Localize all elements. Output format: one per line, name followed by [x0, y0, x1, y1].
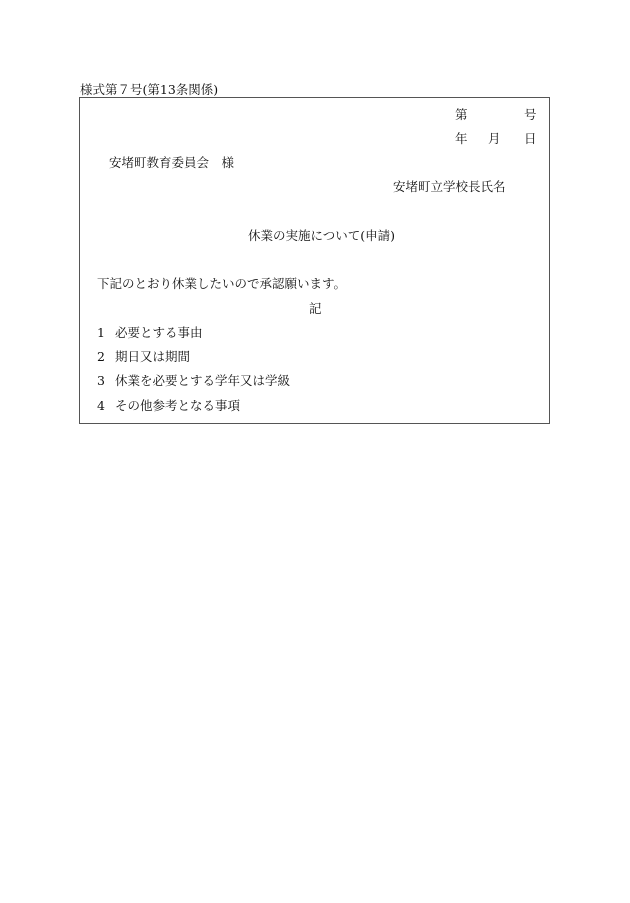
item-text-2: 期日又は期間: [115, 349, 191, 364]
number-suffix: 号: [524, 107, 537, 122]
number-prefix: 第: [455, 107, 468, 122]
date-year: 年: [455, 131, 468, 146]
body-text: 下記のとおり休業したいので承認願います。: [97, 276, 347, 291]
sender-name: 安堵町立学校長氏名: [393, 179, 506, 194]
item-text-4: その他参考となる事項: [115, 398, 241, 413]
date-day: 日: [524, 131, 537, 146]
document-title: 休業の実施について(申請): [248, 228, 396, 243]
item-number-1: 1: [97, 325, 105, 340]
date-month: 月: [488, 131, 501, 146]
item-number-4: 4: [97, 398, 105, 413]
item-text-3: 休業を必要とする学年又は学級: [115, 373, 291, 388]
form-number-label: 様式第７号(第13条関係): [80, 82, 219, 97]
ki-heading: 記: [309, 301, 322, 316]
item-text-1: 必要とする事由: [115, 325, 203, 340]
addressee: 安堵町教育委員会 様: [109, 155, 235, 170]
item-number-3: 3: [97, 373, 105, 388]
item-number-2: 2: [97, 349, 105, 364]
